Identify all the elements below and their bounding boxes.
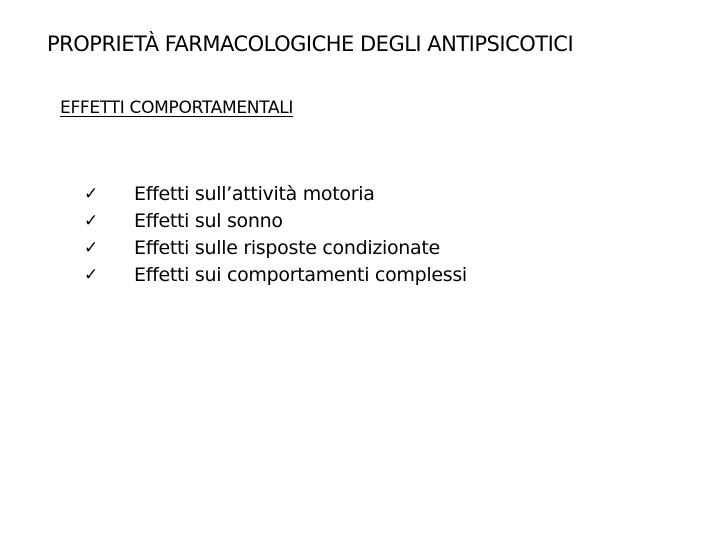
section-heading: EFFETTI COMPORTAMENTALI [60,98,294,118]
list-item-text: Effetti sul sonno [134,209,283,232]
list-item [84,234,467,261]
list-item-text: Effetti sull’attività motoria [134,182,375,205]
list-item [84,261,467,288]
checkmark-icon: ✓ [84,264,99,285]
list-item [84,207,467,234]
checkmark-icon: ✓ [84,237,99,258]
list-item [84,180,467,207]
bullet-list [84,180,467,288]
list-item-text: Effetti sulle risposte condizionate [134,236,440,259]
slide-title: PROPRIETÀ FARMACOLOGICHE DEGLI ANTIPSICOTICI [47,32,574,56]
list-item-text: Effetti sui comportamenti complessi [134,263,467,286]
checkmark-icon: ✓ [84,210,99,231]
checkmark-icon: ✓ [84,183,99,204]
